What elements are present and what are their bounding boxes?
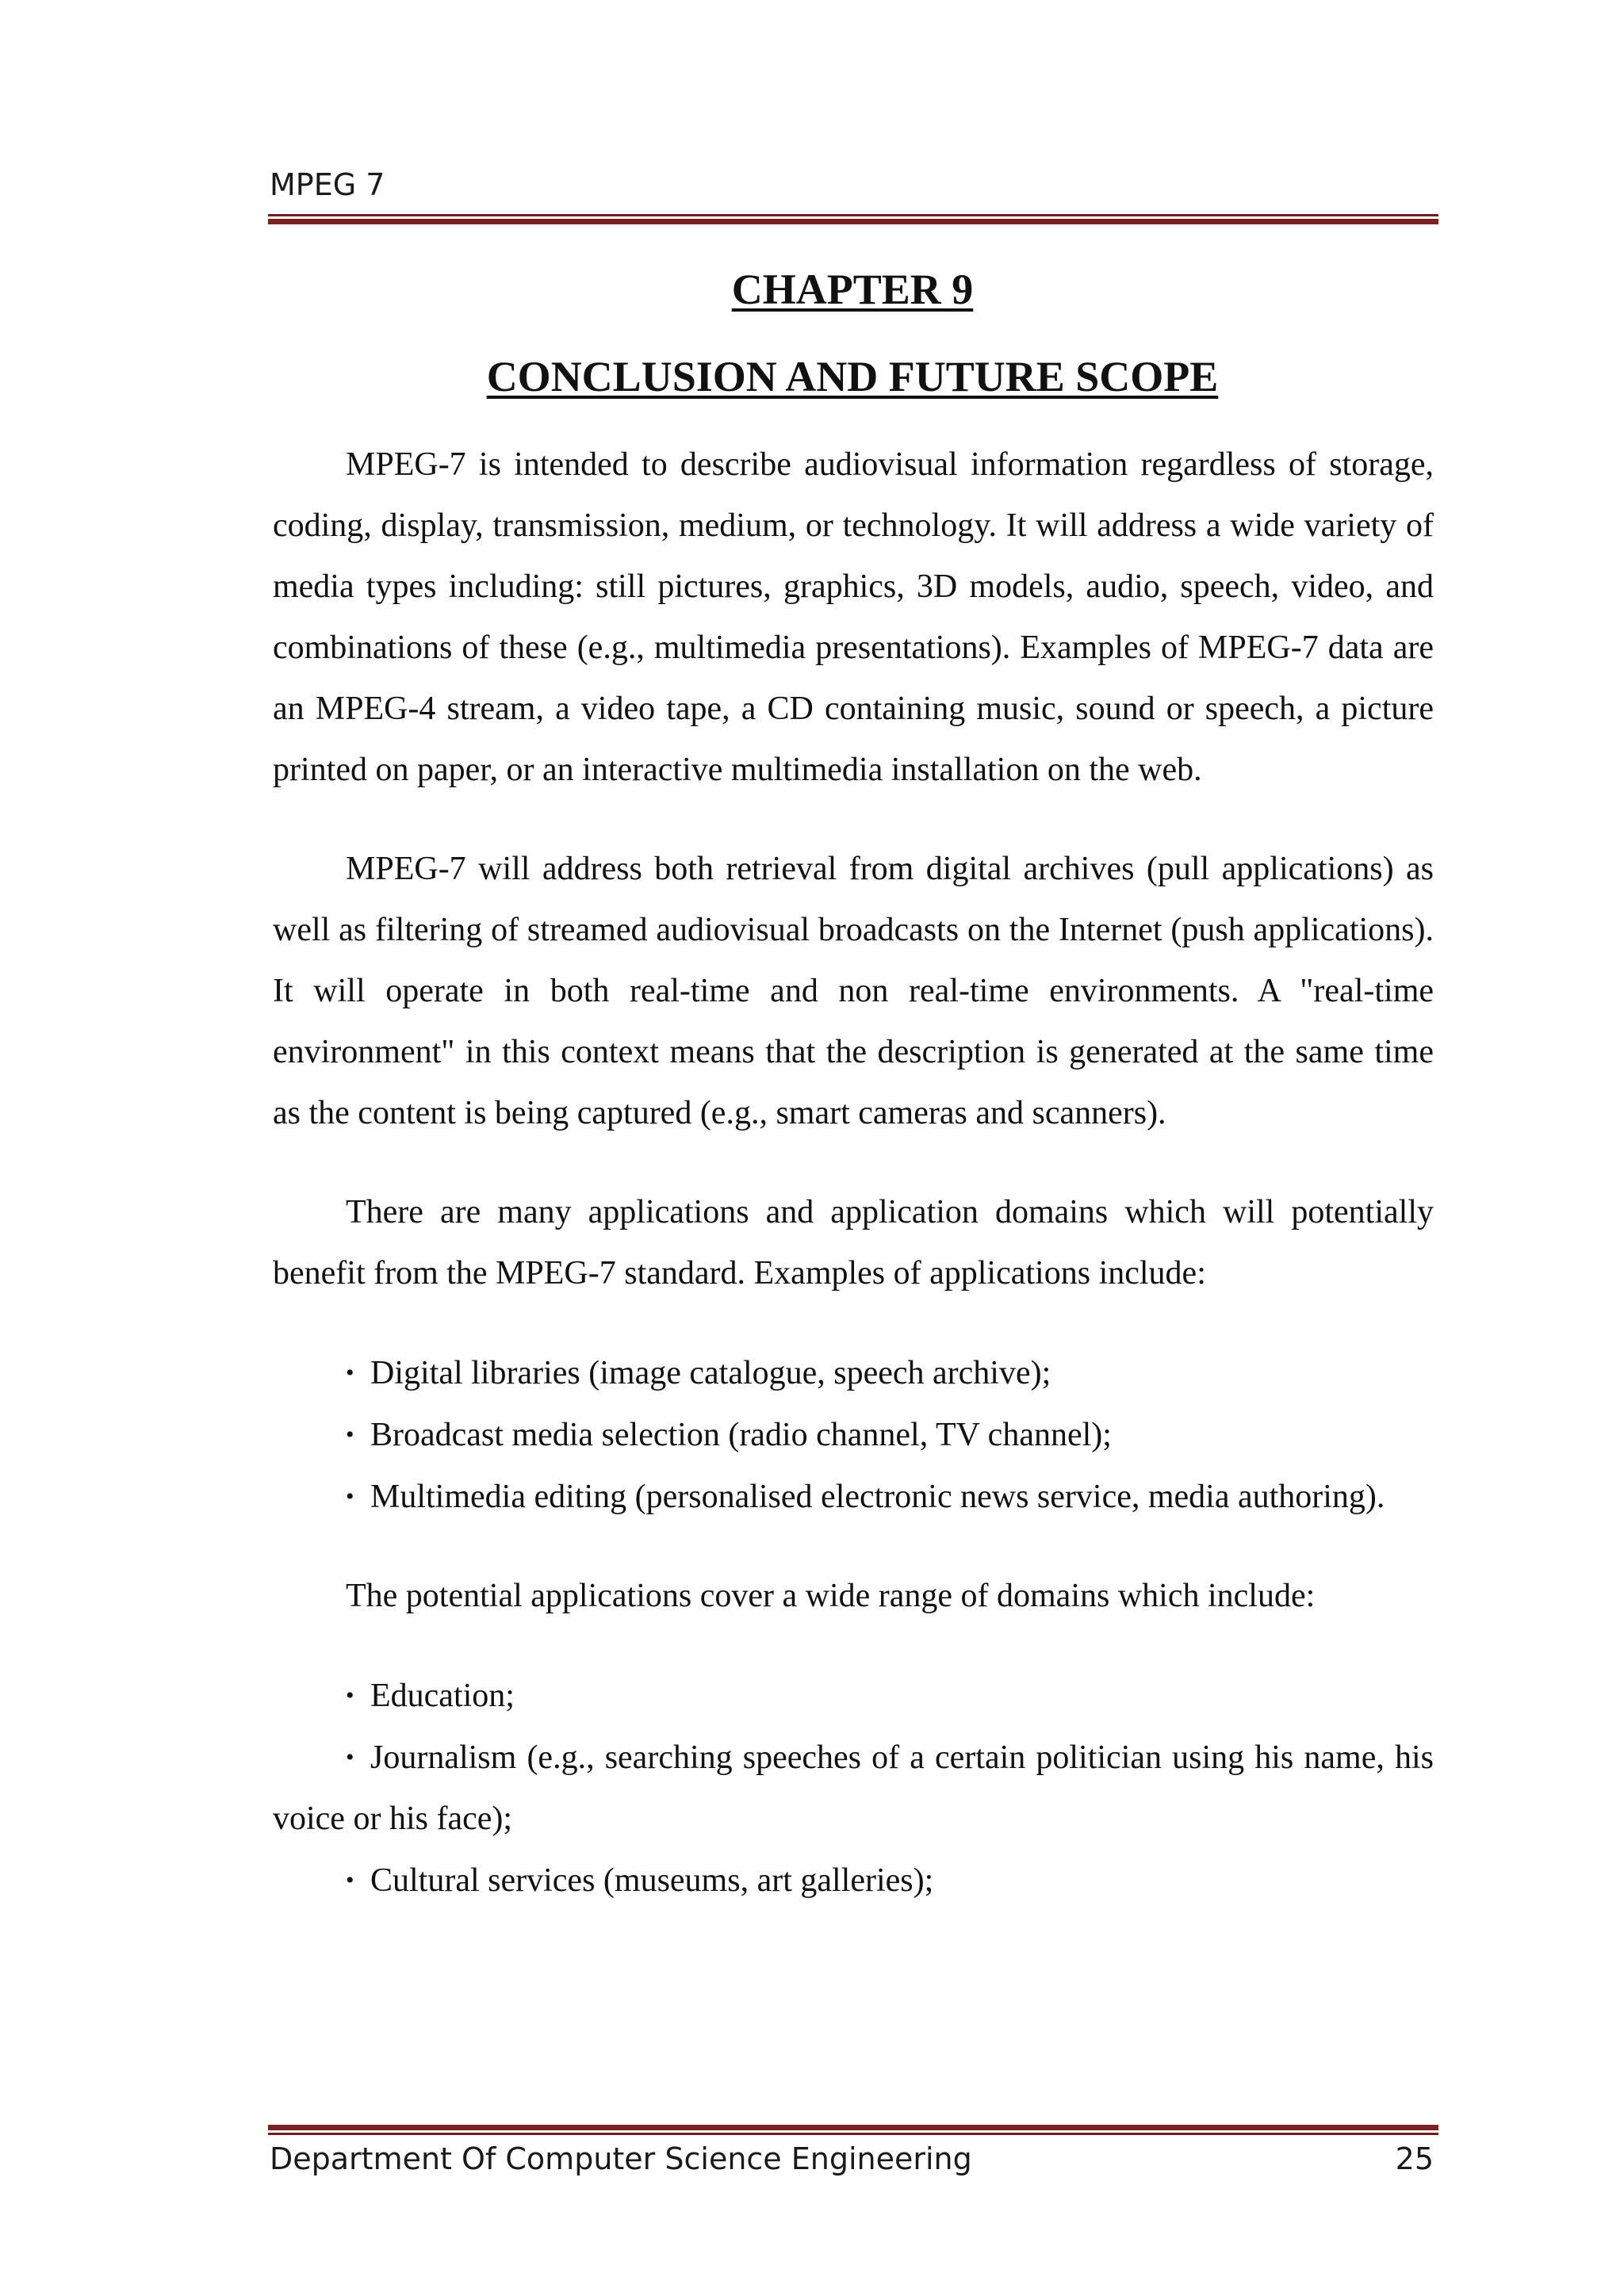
paragraph-domains: The potential applications cover a wide range of domains which include: xyxy=(346,1578,1316,1614)
bullet-icon: • xyxy=(346,1483,354,1510)
list-item: • Cultural services (museums, art galleries); xyxy=(273,1850,1434,1911)
running-header: MPEG 7 xyxy=(270,167,385,202)
domains-list xyxy=(273,1665,1434,1911)
bullet-icon: • xyxy=(346,1744,354,1770)
bullet-icon: • xyxy=(346,1682,354,1709)
list-item: • Broadcast media selection (radio channel, TV channel); xyxy=(273,1404,1434,1466)
paragraph-intro: MPEG-7 is intended to describe audiovisual information regardless of storage, coding, display, transmission, medium, or technology. It will address a wide variety of media types including: still pictures, graphics, 3D models, audio, speech, video, and combinations of these (e.g., multimedia presentations). Examples of MPEG-7 data are an MPEG-4 stream, a video tape, a CD containing music, sound or speech, a picture printed on paper, or an interactive multimedia installation on the web. xyxy=(273,446,1434,788)
list-item: • Digital libraries (image catalogue, speech archive); xyxy=(273,1342,1434,1404)
list-item: • Education; xyxy=(273,1665,1434,1727)
bullet-icon: • xyxy=(346,1422,354,1448)
bullet-icon: • xyxy=(346,1867,354,1893)
applications-list xyxy=(273,1342,1434,1528)
chapter-title: CONCLUSION AND FUTURE SCOPE xyxy=(486,353,1219,400)
footer-department: Department Of Computer Science Engineering xyxy=(270,2141,972,2176)
list-item: • Multimedia editing (personalised electronic news service, media authoring). xyxy=(273,1466,1434,1528)
bullet-icon: • xyxy=(346,1360,354,1386)
chapter-number: CHAPTER 9 xyxy=(731,266,974,313)
page-number: 25 xyxy=(1395,2141,1434,2176)
list-item: • Journalism (e.g., searching speeches of a certain politician using his name, his voice or his face); xyxy=(273,1727,1434,1850)
chapter-body xyxy=(273,434,1434,1911)
footer-rule xyxy=(268,2125,1438,2135)
paragraph-retrieval: MPEG-7 will address both retrieval from digital archives (pull applications) as well as filtering of streamed audiovisual broadcasts on the Internet (push applications). It will operate in both real-time and non real-time environments. A "real-time environment" in this context means that the description is generated at the same time as the content is being captured (e.g., smart cameras and scanners). xyxy=(273,851,1434,1131)
header-rule xyxy=(268,214,1438,224)
paragraph-applications: There are many applications and application domains which will potentially benefit from the MPEG-7 standard. Examples of applications include: xyxy=(273,1194,1434,1292)
